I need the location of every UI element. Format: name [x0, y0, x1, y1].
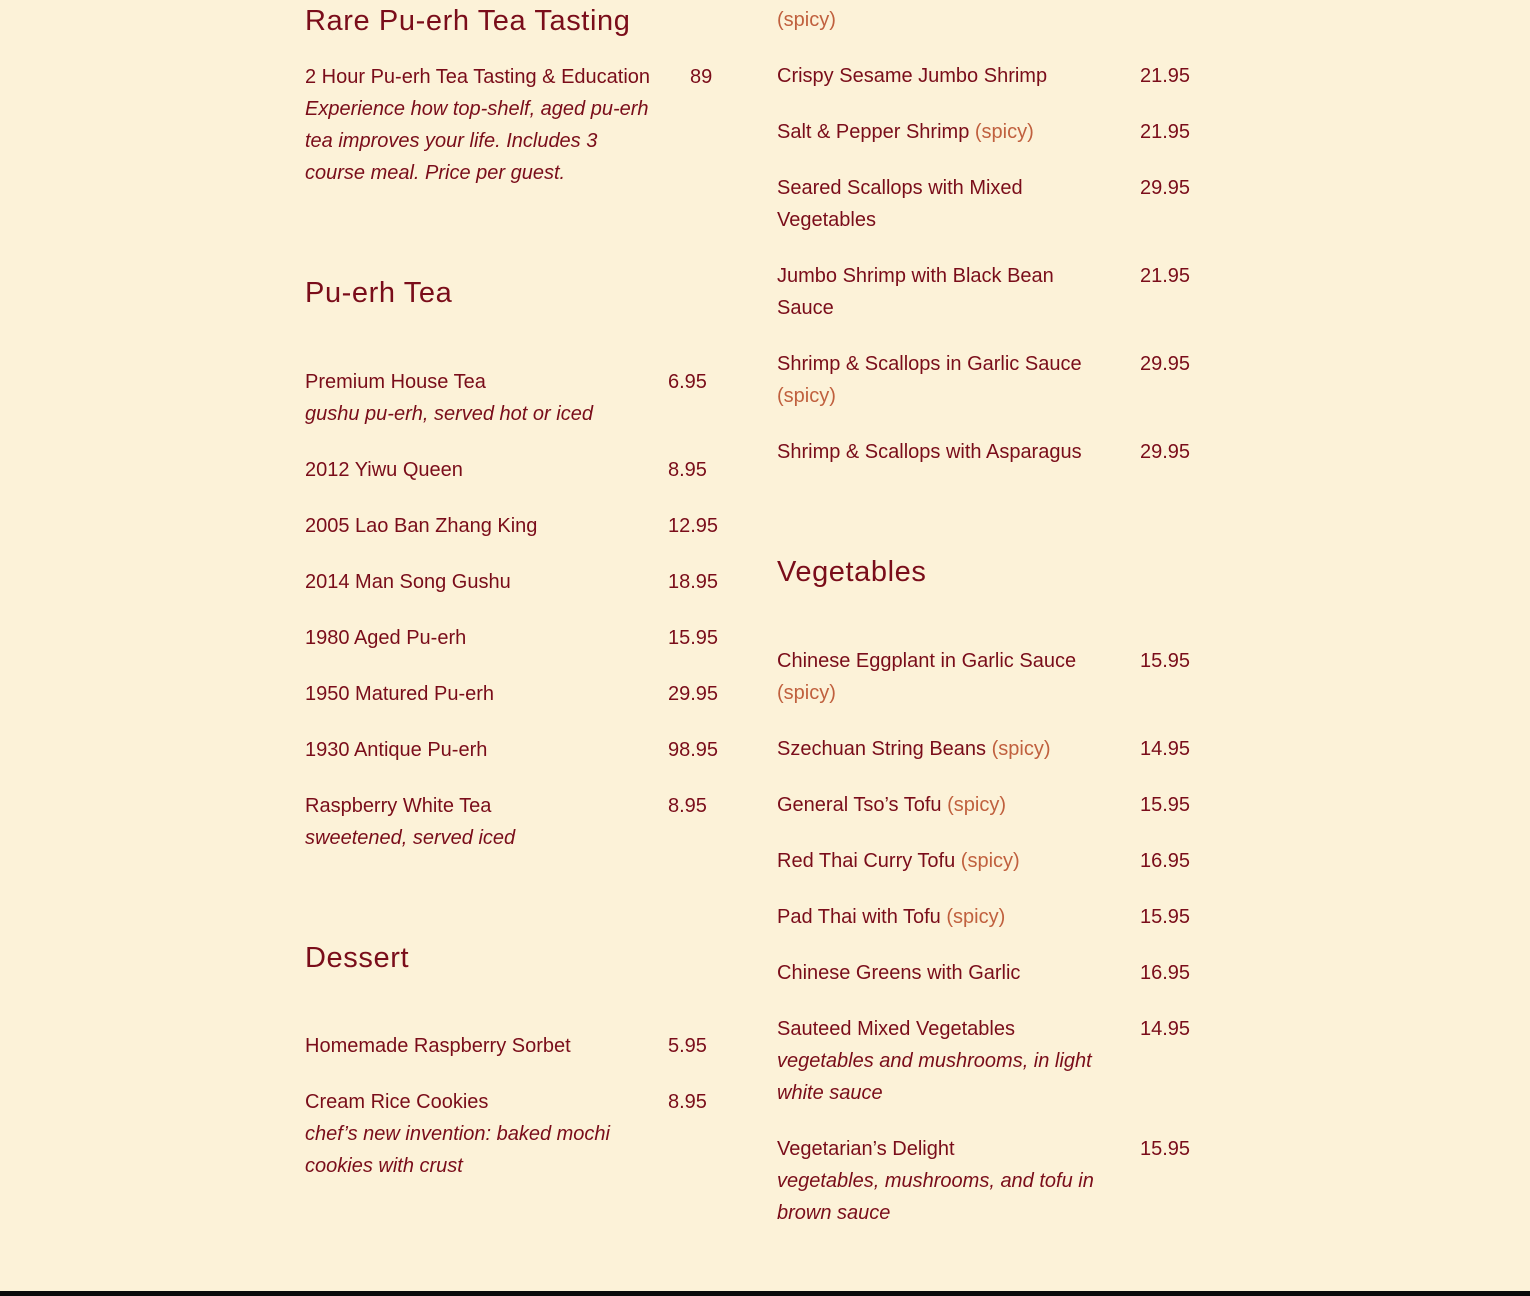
menu-item-name: Szechuan String Beans [777, 738, 987, 760]
menu-item [777, 116, 1191, 148]
menu-item [305, 510, 719, 542]
menu-item-description: gushu pu-erh, served hot or iced [305, 403, 593, 425]
footer-divider [0, 1291, 1530, 1296]
menu-item-description: sweetened, served iced [305, 827, 516, 849]
spicy-label: (spicy) [960, 850, 1020, 872]
menu-item-price: 98.95 [668, 739, 719, 761]
menu-item-price: 15.95 [1140, 906, 1191, 928]
menu-item-price: 16.95 [1140, 850, 1191, 872]
menu-item-name: 1980 Aged Pu-erh [305, 627, 467, 649]
menu-item-price: 15.95 [668, 627, 719, 649]
menu-item-name: Vegetarian’s Delight [777, 1138, 955, 1160]
menu-item-name: Cream Rice Cookies [305, 1091, 489, 1113]
menu-item-price: 89 [690, 66, 713, 88]
menu-item-price: 5.95 [668, 1035, 707, 1057]
menu-item-price: 15.95 [1140, 1138, 1191, 1160]
menu-item-price: 8.95 [668, 459, 707, 481]
spicy-label: (spicy) [777, 682, 836, 704]
menu-item-name: 1930 Antique Pu-erh [305, 739, 488, 761]
menu-item-price: 21.95 [1140, 65, 1191, 87]
menu-item [777, 436, 1191, 468]
menu-item [305, 622, 719, 654]
menu-item-price: 14.95 [1140, 1018, 1191, 1040]
menu-item [777, 645, 1191, 709]
menu-item-price: 21.95 [1140, 121, 1191, 143]
menu-item-price: 29.95 [668, 683, 719, 705]
menu-item-name: 1950 Matured Pu-erh [305, 683, 495, 705]
spicy-label: (spicy) [947, 794, 1007, 816]
menu-item-price: 15.95 [1140, 794, 1191, 816]
menu-item [777, 348, 1191, 412]
section-title-tasting: Rare Pu-erh Tea Tasting [305, 5, 631, 37]
menu-item [777, 901, 1191, 933]
menu-item-name: Sauteed Mixed Vegetables [777, 1018, 1015, 1040]
menu-item-price: 15.95 [1140, 650, 1191, 672]
menu-item [777, 957, 1191, 989]
menu-item-name: 2 Hour Pu-erh Tea Tasting & Education [305, 66, 651, 88]
menu-item-name: General Tso’s Tofu [777, 794, 942, 816]
menu-item-description: Experience how top-shelf, aged pu-erh tea improves your life. Includes 3 course meal. Price per guest. [305, 98, 649, 184]
menu-item [777, 1133, 1191, 1229]
menu-item [777, 845, 1191, 877]
menu-item-name: Chinese Greens with Garlic [777, 962, 1021, 984]
menu-item [305, 454, 707, 486]
menu-item-name: Crispy Sesame Jumbo Shrimp [777, 65, 1048, 87]
menu-item-continuation [777, 4, 1117, 36]
menu-item-name: Pad Thai with Tofu [777, 906, 941, 928]
menu-item-price: 6.95 [668, 371, 707, 393]
menu-item [777, 733, 1191, 765]
spicy-label: (spicy) [777, 9, 836, 31]
menu-item-name: Homemade Raspberry Sorbet [305, 1035, 571, 1057]
menu-item-name: Seared Scallops with Mixed Vegetables [777, 177, 1023, 231]
menu-item [777, 1013, 1191, 1109]
menu-item [777, 172, 1191, 236]
menu-item-name: Red Thai Curry Tofu [777, 850, 956, 872]
section-title-dessert: Dessert [305, 942, 410, 974]
menu-item-name: Jumbo Shrimp with Black Bean Sauce [777, 265, 1054, 319]
menu-item-name: Chinese Eggplant in Garlic Sauce [777, 650, 1077, 672]
menu-item-price: 29.95 [1140, 441, 1191, 463]
menu-item [777, 789, 1191, 821]
menu-item [305, 1086, 707, 1182]
menu-item-name: Premium House Tea [305, 371, 486, 393]
menu-item-name: Raspberry White Tea [305, 795, 492, 817]
menu-item [305, 566, 719, 598]
spicy-label: (spicy) [974, 121, 1034, 143]
spicy-label: (spicy) [991, 738, 1051, 760]
menu-item [777, 60, 1191, 92]
menu-item-name: 2014 Man Song Gushu [305, 571, 511, 593]
menu-item-price: 12.95 [668, 515, 719, 537]
menu-item-name: Salt & Pepper Shrimp [777, 121, 970, 143]
menu-item-price: 14.95 [1140, 738, 1191, 760]
menu-item-name: 2012 Yiwu Queen [305, 459, 463, 481]
menu-item-name: 2005 Lao Ban Zhang King [305, 515, 538, 537]
menu-item-price: 16.95 [1140, 962, 1191, 984]
spicy-label: (spicy) [946, 906, 1006, 928]
menu-item-price: 29.95 [1140, 177, 1191, 199]
menu-item-name: Shrimp & Scallops with Asparagus [777, 441, 1082, 463]
menu-item [777, 260, 1191, 324]
menu-item [305, 1030, 707, 1062]
menu-item-description: vegetables, mushrooms, and tofu in brown sauce [777, 1170, 1094, 1224]
menu-item [305, 366, 707, 430]
menu-item [305, 734, 719, 766]
section-title-puerh: Pu-erh Tea [305, 277, 453, 309]
menu-item-name: Shrimp & Scallops in Garlic Sauce [777, 353, 1082, 375]
menu-item-price: 8.95 [668, 795, 707, 817]
menu-item-price: 29.95 [1140, 353, 1191, 375]
menu-item-description: chef’s new invention: baked mochi cookies with crust [305, 1123, 610, 1177]
menu-item [305, 61, 713, 189]
menu-item [305, 678, 719, 710]
section-title-vegetables: Vegetables [777, 556, 927, 588]
menu-item-price: 8.95 [668, 1091, 707, 1113]
menu-item [305, 790, 707, 854]
menu-item-price: 18.95 [668, 571, 719, 593]
menu-item-description: vegetables and mushrooms, in light white sauce [777, 1050, 1092, 1104]
menu-item-price: 21.95 [1140, 265, 1191, 287]
spicy-label: (spicy) [777, 385, 836, 407]
